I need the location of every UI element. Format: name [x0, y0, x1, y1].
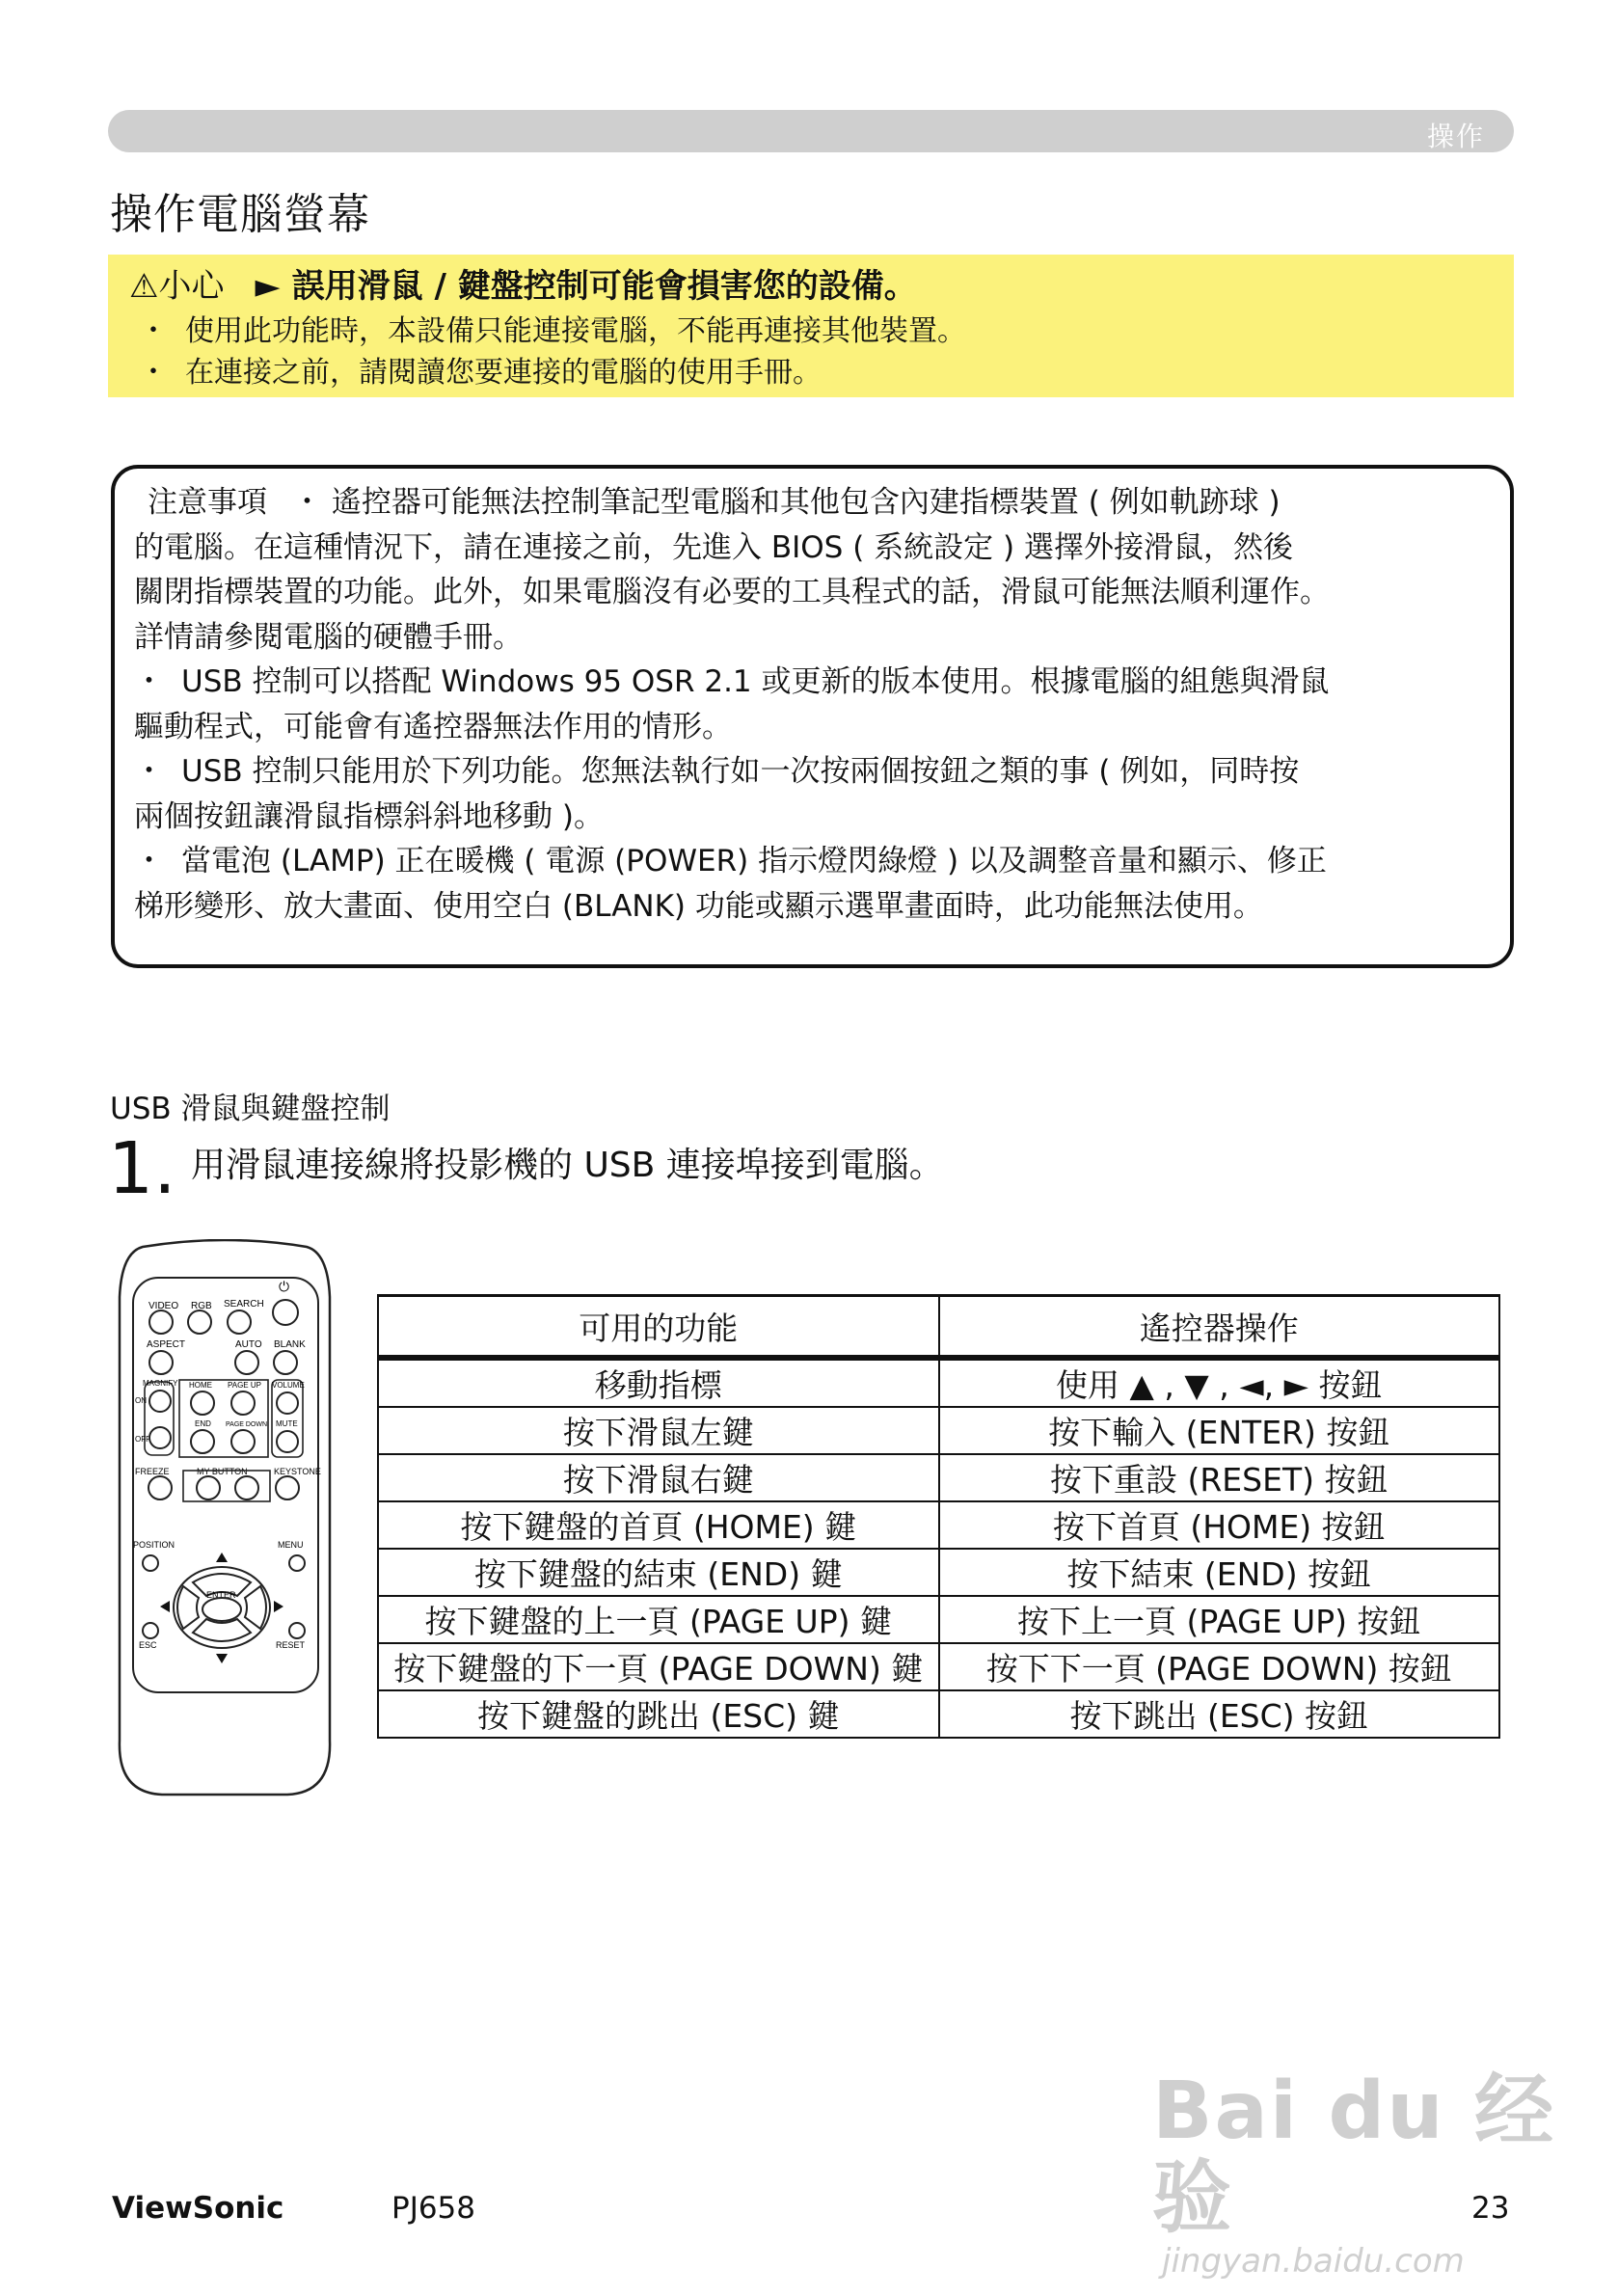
table-cell: 按下滑鼠左鍵 — [378, 1407, 939, 1454]
caution-item: ・ 在連接之前，請閱讀您要連接的電腦的使用手冊。 — [139, 356, 822, 390]
watermark-logo: Bai du 经验 — [1152, 2066, 1556, 2244]
table-row — [378, 1454, 1499, 1501]
power-icon: ⏻ — [279, 1279, 290, 1294]
label-esc: ESC — [139, 1640, 157, 1650]
enter-button — [202, 1598, 241, 1621]
table-row — [378, 1358, 1499, 1407]
table-cell: 按下鍵盤的結束 (END) 鍵 — [378, 1549, 939, 1596]
esc-button — [143, 1623, 158, 1638]
label-freeze: FREEZE — [135, 1467, 170, 1476]
section-label: 操作 — [1426, 121, 1485, 152]
label-on: ON — [135, 1396, 147, 1405]
label-menu: MENU — [278, 1540, 304, 1550]
table-cell: 按下鍵盤的首頁 (HOME) 鍵 — [378, 1501, 939, 1549]
power-button — [273, 1300, 298, 1325]
mute-button — [277, 1431, 298, 1452]
caution-heading — [129, 262, 1493, 311]
table-cell: 按下鍵盤的跳出 (ESC) 鍵 — [378, 1690, 939, 1738]
freeze-button — [148, 1476, 172, 1499]
position-button — [143, 1555, 158, 1571]
label-magnify: MAGNIFY — [143, 1379, 178, 1388]
header-bar — [108, 110, 1514, 152]
page-up-button — [231, 1391, 255, 1415]
label-search: SEARCH — [224, 1299, 264, 1310]
label-end: END — [195, 1419, 211, 1428]
table-cell: 按下下一頁 (PAGE DOWN) 按鈕 — [939, 1643, 1500, 1690]
search-button — [228, 1310, 251, 1334]
table-cell: 按下重設 (RESET) 按鈕 — [939, 1454, 1500, 1501]
menu-button — [289, 1555, 305, 1571]
table-cell: 按下首頁 (HOME) 按鈕 — [939, 1501, 1500, 1549]
step-text: 用滑鼠連接線將投影機的 USB 連接埠接到電腦。 — [191, 1146, 944, 1185]
notes-box — [111, 465, 1514, 968]
rgb-button — [188, 1310, 211, 1334]
label-aspect: ASPECT — [147, 1339, 186, 1350]
label-rgb: RGB — [191, 1301, 212, 1311]
auto-button — [235, 1351, 258, 1374]
magnify-off-button — [149, 1427, 171, 1448]
keystone-button — [276, 1476, 299, 1499]
dpad-ring — [174, 1567, 270, 1648]
note-line: 注意事項 ・ 遙控器可能無法控制筆記型電腦和其他包含內建指標裝置 ( 例如軌跡球 ) — [148, 485, 1281, 520]
table-cell: 按下上一頁 (PAGE UP) 按鈕 — [939, 1596, 1500, 1643]
note-line: 兩個按鈕讓滑鼠指標斜斜地移動 )。 — [134, 798, 604, 834]
page-down-button — [231, 1430, 255, 1453]
home-button — [191, 1391, 214, 1415]
note-line: 關閉指標裝置的功能。此外，如果電腦沒有必要的工具程式的話，滑鼠可能無法順利運作。 — [134, 575, 1330, 609]
note-line: ・ USB 控制只能用於下列功能。您無法執行如一次按兩個按鈕之類的事 ( 例如，同時按 — [134, 754, 1300, 789]
label-enter: ENTER — [206, 1590, 236, 1600]
arrow-icon: ► — [255, 267, 281, 306]
reset-button — [289, 1623, 305, 1638]
table-header-row — [378, 1296, 1499, 1359]
table-cell: 按下結束 (END) 按鈕 — [939, 1549, 1500, 1596]
header-function: 可用的功能 — [378, 1296, 939, 1359]
footer-brand: ViewSonic — [112, 2191, 284, 2226]
video-button — [149, 1310, 173, 1334]
page-title: 操作電腦螢幕 — [110, 190, 370, 239]
note-line: 的電腦。在這種情況下，請在連接之前，先進入 BIOS ( 系統設定 ) 選擇外接滑鼠，然後 — [134, 529, 1293, 565]
table-row — [378, 1643, 1499, 1690]
label-page-up: PAGE UP — [228, 1381, 261, 1390]
table-cell: 移動指標 — [378, 1358, 939, 1407]
label-blank: BLANK — [274, 1339, 306, 1350]
caution-box — [108, 255, 1514, 397]
magnify-on-button — [149, 1391, 171, 1412]
caution-icon: ⚠小心 — [129, 267, 225, 306]
label-reset: RESET — [276, 1640, 306, 1650]
label-home: HOME — [189, 1381, 212, 1390]
notes-label: 注意事項 — [148, 485, 267, 520]
footer-model: PJ658 — [391, 2191, 476, 2226]
label-volume: VOLUME — [272, 1381, 305, 1390]
table-cell: 使用 ▲ , ▼ , ◄, ► 按鈕 — [939, 1358, 1500, 1407]
usb-heading: USB 滑鼠與鍵盤控制 — [110, 1092, 391, 1126]
remote-control-illustration — [114, 1239, 336, 1798]
end-button — [191, 1430, 214, 1453]
note-line: ・ USB 控制可以搭配 Windows 95 OSR 2.1 或更新的版本使用。根據電腦的組態與滑鼠 — [134, 664, 1330, 699]
note-line: 詳情請參閱電腦的硬體手冊。 — [134, 619, 523, 655]
header-remote-operation: 遙控器操作 — [939, 1296, 1500, 1359]
label-position: POSITION — [133, 1540, 175, 1550]
table-cell: 按下鍵盤的下一頁 (PAGE DOWN) 鍵 — [378, 1643, 939, 1690]
note-line: 梯形變形、放大畫面、使用空白 (BLANK) 功能或顯示選單畫面時，此功能無法使用。 — [134, 888, 1263, 924]
label-my-button: MY BUTTON — [197, 1467, 248, 1476]
table-cell: 按下輸入 (ENTER) 按鈕 — [939, 1407, 1500, 1454]
table-row — [378, 1690, 1499, 1738]
note-line: ・ 當電泡 (LAMP) 正在暖機 ( 電源 (POWER) 指示燈閃綠燈 ) 以及調整音量和顯示、修正 — [134, 844, 1327, 878]
my-button-1 — [197, 1476, 220, 1499]
aspect-button — [149, 1351, 173, 1374]
label-auto: AUTO — [235, 1339, 262, 1350]
table-cell: 按下鍵盤的上一頁 (PAGE UP) 鍵 — [378, 1596, 939, 1643]
table-row — [378, 1596, 1499, 1643]
label-keystone: KEYSTONE — [274, 1467, 321, 1476]
note-line: 驅動程式，可能會有遙控器無法作用的情形。 — [134, 709, 732, 744]
my-button-2 — [235, 1476, 258, 1499]
table-row — [378, 1549, 1499, 1596]
caution-item: ・ 使用此功能時，本設備只能連接電腦，不能再連接其他裝置。 — [139, 314, 966, 348]
table-cell: 按下跳出 (ESC) 按鈕 — [939, 1690, 1500, 1738]
table-row — [378, 1407, 1499, 1454]
function-table — [377, 1294, 1500, 1739]
table-row — [378, 1501, 1499, 1549]
label-video: VIDEO — [148, 1301, 179, 1311]
watermark — [1152, 2068, 1618, 2281]
watermark-url: jingyan.baidu.com — [1162, 2242, 1465, 2281]
volume-button — [277, 1392, 298, 1414]
label-page-down: PAGE DOWN — [226, 1421, 268, 1428]
table-cell: 按下滑鼠右鍵 — [378, 1454, 939, 1501]
label-mute: MUTE — [276, 1419, 298, 1428]
label-off: OFF — [135, 1435, 150, 1444]
page-number: 23 — [1471, 2191, 1510, 2226]
blank-button — [274, 1351, 297, 1374]
step-number: 1. — [108, 1127, 176, 1210]
caution-heading-text: 誤用滑鼠 / 鍵盤控制可能會損害您的設備。 — [291, 267, 917, 306]
